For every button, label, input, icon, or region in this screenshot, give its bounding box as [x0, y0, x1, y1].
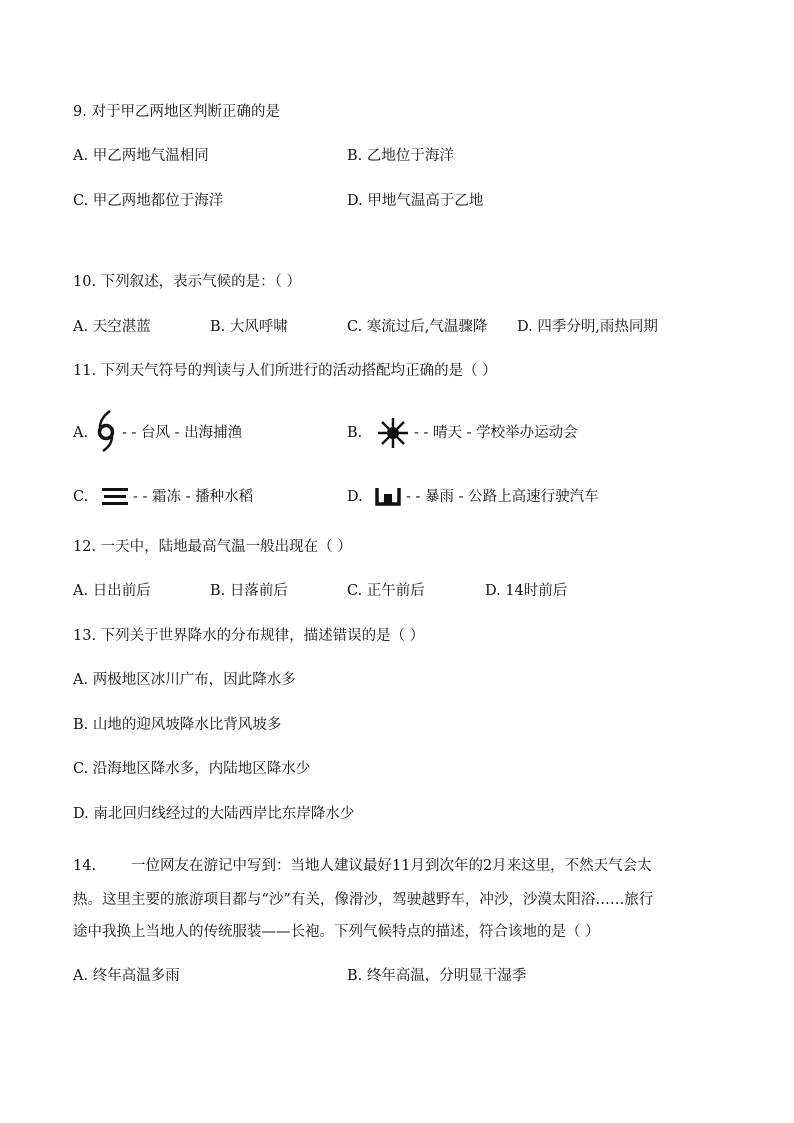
q11-option-a-text: - - 台风 - 出海捕渔: [122, 425, 243, 441]
q11-option-c[interactable]: [73, 487, 88, 507]
q12-option-b[interactable]: B. 日落前后: [210, 583, 288, 599]
question-14-line-1: 一位网友在游记中写到：当地人建议最好11月到次年的2月来这里，不然天气会太: [131, 858, 652, 874]
q13-option-c[interactable]: C. 沿海地区降水多，内陆地区降水少: [73, 761, 311, 777]
q10-option-d[interactable]: D. 四季分明,雨热同期: [517, 319, 658, 335]
question-9-stem: 9. 对于甲乙两地区判断正确的是: [73, 104, 280, 120]
q12-option-a[interactable]: A. 日出前后: [73, 583, 151, 599]
q13-option-b[interactable]: B. 山地的迎风坡降水比背风坡多: [73, 717, 282, 733]
q9-option-c[interactable]: C. 甲乙两地都位于海洋: [73, 193, 224, 209]
q11-option-c-text: - - 霜冻 - 播种水稻: [133, 489, 254, 505]
frost-icon: [101, 486, 129, 508]
q13-option-d[interactable]: D. 南北回归线经过的大陆西岸比东岸降水少: [73, 806, 355, 822]
q11-option-b-text: - - 晴天 - 学校举办运动会: [414, 425, 578, 441]
typhoon-icon: [94, 408, 118, 454]
q10-option-c[interactable]: C. 寒流过后,气温骤降: [347, 319, 488, 335]
q11-option-a-letter: A.: [73, 425, 89, 441]
q12-option-c[interactable]: C. 正午前后: [347, 583, 425, 599]
rainstorm-icon: [374, 486, 402, 508]
q11-option-a[interactable]: [73, 423, 88, 443]
q9-option-a[interactable]: A. 甲乙两地气温相同: [73, 148, 209, 164]
question-14-number: 14.: [73, 858, 97, 874]
q11-option-d-letter: D.: [347, 489, 363, 505]
q13-option-a[interactable]: A. 两极地区冰川广布，因此降水多: [73, 672, 296, 688]
q14-option-a[interactable]: A. 终年高温多雨: [73, 968, 180, 984]
q11-option-b[interactable]: [347, 423, 362, 443]
q9-option-d[interactable]: D. 甲地气温高于乙地: [347, 193, 484, 209]
question-10-stem: 10. 下列叙述，表示气候的是：（ ）: [73, 274, 302, 290]
question-13-stem: 13. 下列关于世界降水的分布规律，描述错误的是（ ）: [73, 628, 425, 644]
q11-option-b-letter: B.: [347, 425, 363, 441]
q12-option-d[interactable]: D. 14时前后: [485, 583, 568, 599]
q11-option-c-letter: C.: [73, 489, 89, 505]
q14-option-b[interactable]: B. 终年高温，分明显干湿季: [347, 968, 527, 984]
q10-option-b[interactable]: B. 大风呼啸: [210, 319, 288, 335]
question-14-line-2: 热。这里主要的旅游项目都与“沙”有关，像滑沙，驾驶越野车，冲沙，沙漠太阳浴……旅行: [73, 892, 654, 908]
q11-option-d-text: - - 暴雨 - 公路上高速行驶汽车: [406, 489, 599, 505]
sun-icon: [376, 417, 410, 449]
q9-option-b[interactable]: B. 乙地位于海洋: [347, 148, 454, 164]
question-14-line-3: 途中我换上当地人的传统服装——长袍。下列气候特点的描述，符合该地的是（ ）: [73, 924, 600, 940]
q10-option-a[interactable]: A. 天空湛蓝: [73, 319, 151, 335]
question-11-stem: 11. 下列天气符号的判读与人们所进行的活动搭配均正确的是（ ）: [73, 363, 497, 379]
question-12-stem: 12. 一天中，陆地最高气温一般出现在（ ）: [73, 539, 352, 555]
q11-option-d[interactable]: [347, 487, 363, 507]
